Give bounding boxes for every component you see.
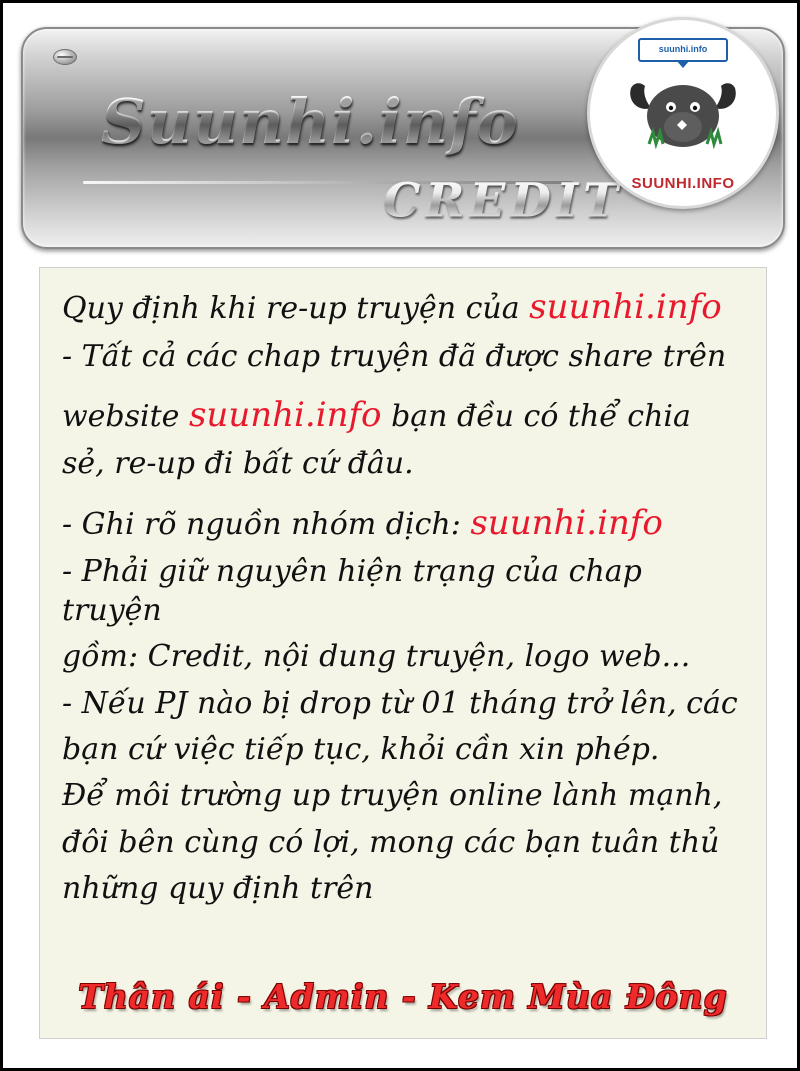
notice-line-5-text: - Ghi rõ nguồn nhóm dịch: (62, 506, 471, 542)
notice-line-9: bạn cứ việc tiếp tục, khỏi cần xin phép. (62, 731, 660, 767)
notice-line-8: - Nếu PJ nào bị drop từ 01 tháng trở lên, các (62, 685, 738, 721)
screw-icon (53, 49, 77, 65)
notice-line-1-text: Quy định khi re-up truyện của (62, 291, 530, 326)
brand-mention-3: suunhi.info (470, 502, 663, 543)
site-title: Suunhi.info (101, 85, 519, 158)
section-title: CREDIT (383, 173, 624, 229)
logo-badge (587, 17, 779, 209)
signature: Thân ái - Admin - Kem Mùa Đông (78, 977, 728, 1016)
logo-caption: SUUNHI.INFO (631, 175, 735, 192)
logo-url-label: suunhi.info (638, 38, 728, 62)
notice-line-1 (62, 286, 744, 330)
notice-panel (39, 267, 767, 1039)
notice-line-4: sẻ, re-up đi bất cứ đâu. (62, 446, 414, 482)
notice-line-12: những quy định trên (62, 871, 374, 907)
notice-line-3 (62, 394, 744, 438)
notice-text (62, 286, 744, 908)
notice-line-6: - Phải giữ nguyên hiện trạng của chap truyện (62, 554, 642, 628)
buffalo-mascot-icon (625, 72, 741, 158)
notice-line-7: gồm: Credit, nội dung truyện, logo web... (62, 639, 691, 675)
notice-line-3-text: website (62, 398, 189, 434)
notice-line-5 (62, 502, 744, 546)
notice-line-11: đôi bên cùng có lợi, mong các bạn tuân thủ (62, 824, 720, 860)
notice-line-2: - Tất cả các chap truyện đã được share trên (62, 338, 727, 374)
brand-mention-2: suunhi.info (188, 394, 382, 435)
notice-line-10: Để môi trường up truyện online lành mạnh, (62, 778, 723, 814)
brand-mention-1: suunhi.info (529, 287, 722, 327)
notice-line-3-tail: bạn đều có thể chia (381, 398, 691, 434)
